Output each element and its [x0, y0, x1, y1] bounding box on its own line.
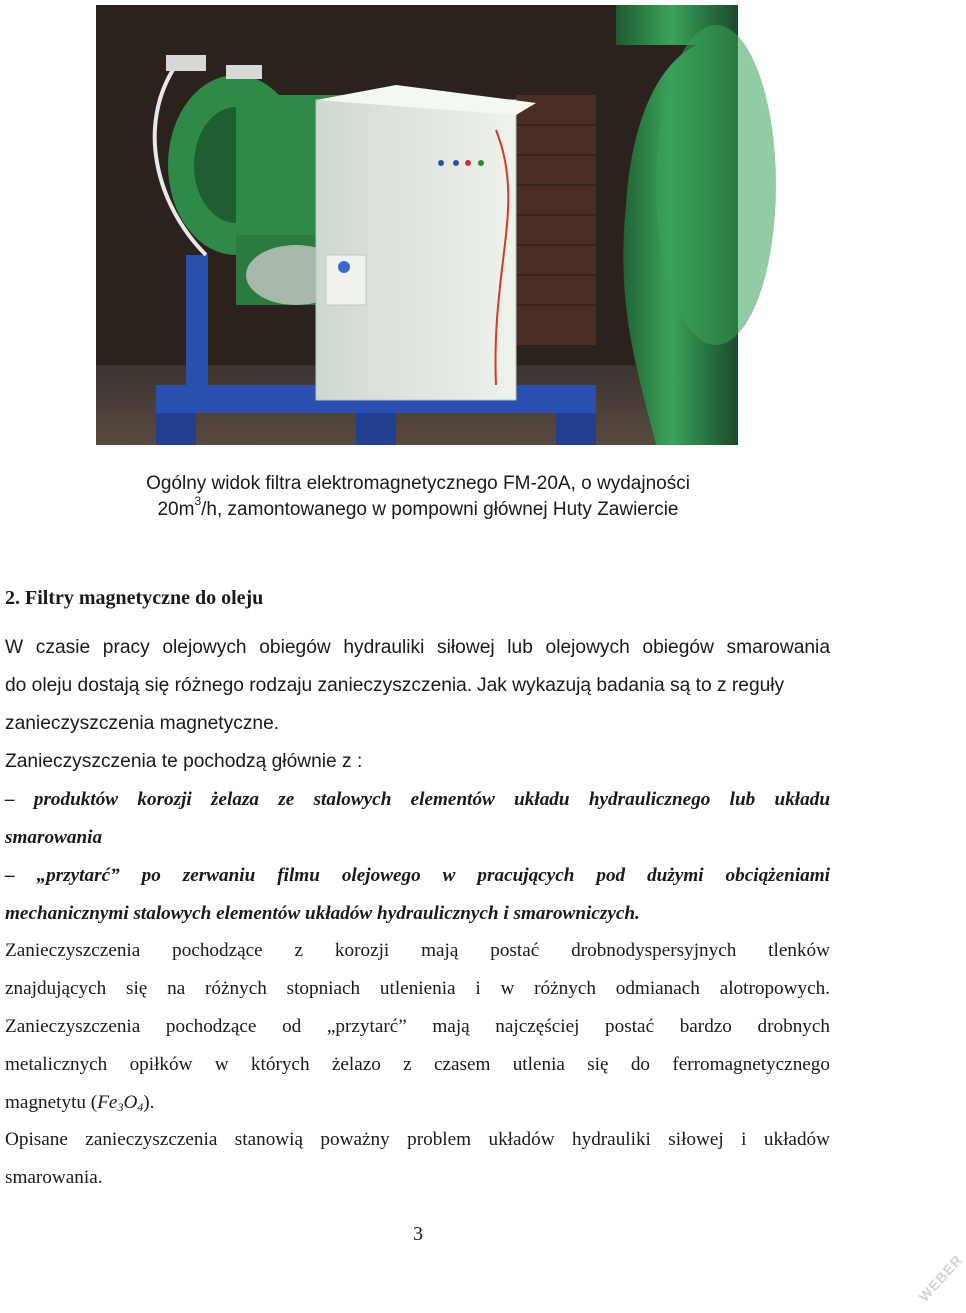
photo-caption-line1: Ogólny widok filtra elektromagnetycznego FM-20A, o wydajności	[146, 473, 690, 494]
caption-superscript: 3	[194, 494, 202, 508]
paragraph5-line1: Opisane zanieczyszczenia stanowią poważny problem układów hydrauliki siłowej i układów	[5, 1129, 830, 1150]
page-number: 3	[413, 1223, 423, 1245]
bullet1-line1: – produktów korozji żelaza ze stalowych elementów układu hydraulicznego lub układu	[5, 789, 830, 810]
formula-o: O	[123, 1092, 138, 1113]
paragraph4-line1: Zanieczyszczenia pochodzące od „przytarć” mają najczęściej postać bardzo drobnych	[5, 1016, 830, 1037]
paragraph1-line2-b: Jak wykazują badania są to z reguły	[476, 675, 785, 696]
paragraph4-line2: metalicznych opiłków w których żelazo z czasem utlenia się do ferromagnetycznego	[5, 1054, 830, 1075]
filter-photo	[96, 5, 738, 445]
paragraph4-line3-a: magnetytu (	[5, 1092, 98, 1113]
paragraph1-line1: W czasie pracy olejowych obiegów hydrauliki siłowej lub olejowych obiegów smarowania	[5, 637, 830, 658]
paragraph4-line3	[5, 1089, 830, 1117]
formula-sub3: 3	[117, 1100, 124, 1114]
paragraph1-line2	[5, 672, 830, 700]
formula-sub4: 4	[137, 1100, 144, 1114]
paragraph5-line2: smarowania.	[5, 1167, 103, 1188]
caption-flow-rest: /h, zamontowanego w pompowni głównej Huty Zawiercie	[201, 499, 679, 520]
watermark-logo: WEBER	[915, 1251, 966, 1305]
caption-flow-value: 20m	[157, 499, 195, 520]
paragraph1-line3: zanieczyszczenia magnetyczne.	[5, 713, 280, 734]
photo-caption-line2	[0, 494, 836, 523]
bullet1-line2: smarowania	[5, 827, 103, 848]
paragraph1-line2-a: do oleju dostają się różnego rodzaju zanieczyszczenia.	[5, 675, 473, 696]
formula-fe: Fe	[97, 1092, 118, 1113]
filter-photo-illustration	[96, 5, 738, 445]
bullet2-line1: – „przytarć” po zerwaniu filmu olejowego w pracujących pod dużymi obciążeniami	[5, 865, 830, 886]
paragraph2-line1: Zanieczyszczenia te pochodzą głównie z :	[5, 751, 363, 772]
paragraph3-line2: znajdujących się na różnych stopniach utlenienia i w różnych odmianach alotropowych.	[5, 978, 830, 999]
section-heading: 2. Filtry magnetyczne do oleju	[5, 587, 264, 609]
paragraph3-line1: Zanieczyszczenia pochodzące z korozji mają postać drobnodyspersyjnych tlenków	[5, 940, 830, 961]
bullet2-line2: mechanicznymi stalowych elementów układów hydraulicznych i smarowniczych.	[5, 903, 640, 924]
paragraph4-line3-b: ).	[143, 1092, 155, 1113]
